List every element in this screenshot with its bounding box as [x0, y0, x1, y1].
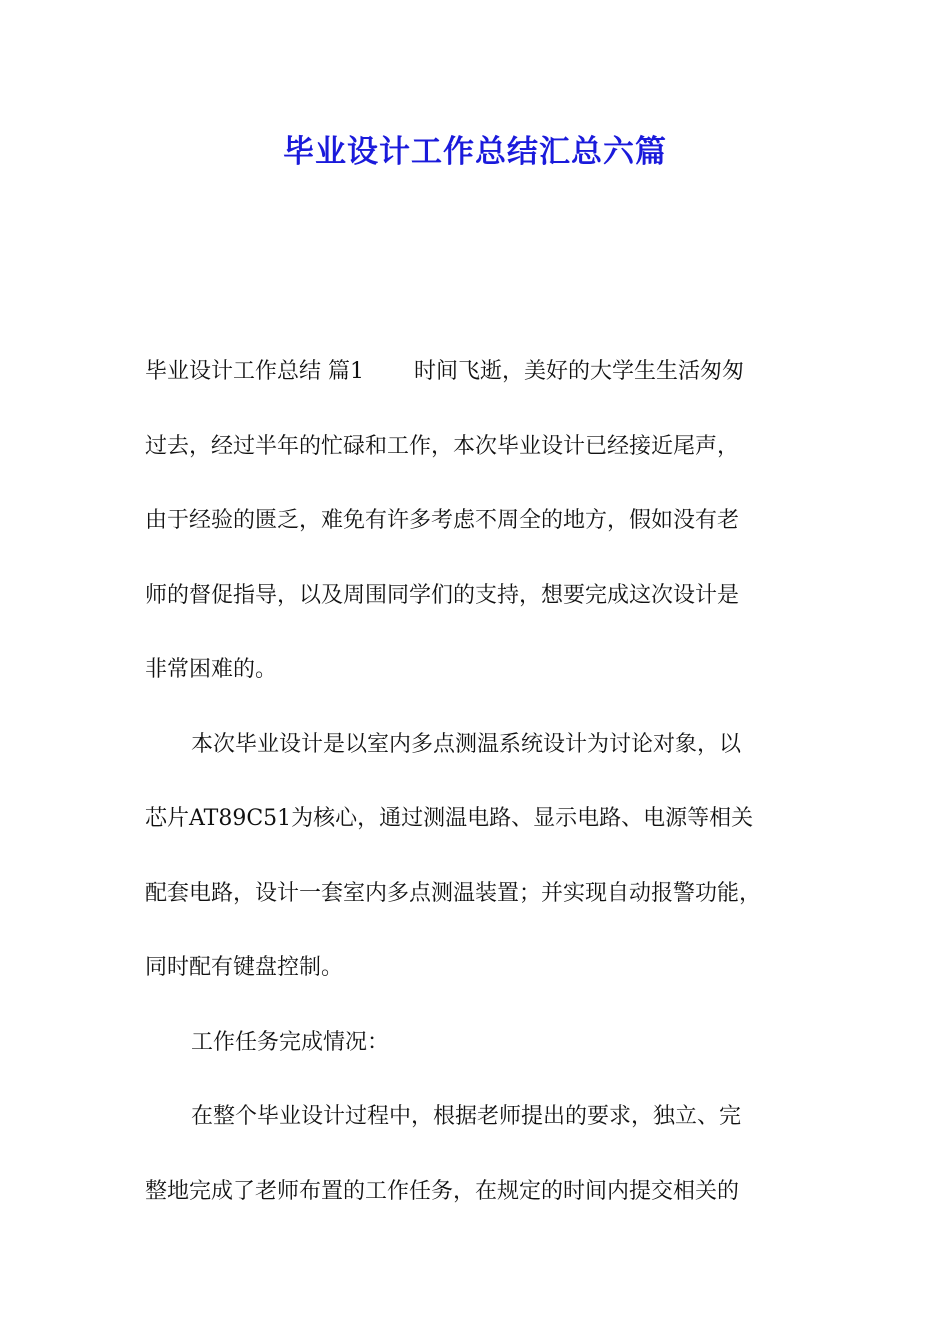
body-line: [145, 335, 825, 410]
document-body: [145, 335, 825, 1229]
paragraph-heading-line: 工作任务完成情况：: [191, 1029, 390, 1055]
body-line-text: 时间飞逝，美好的大学生生活匆匆: [414, 359, 745, 384]
body-line: 师的督促指导，以及周围同学们的支持，想要完成这次设计是: [145, 582, 740, 608]
body-line: 同时配有键盘控制。: [145, 955, 344, 980]
body-line: 非常困难的。: [145, 657, 278, 682]
paragraph-start-line: 本次毕业设计是以室内多点测温系统设计为讨论对象，以: [191, 731, 742, 757]
body-line: 整地完成了老师布置的工作任务，在规定的时间内提交相关的: [145, 1178, 740, 1204]
paragraph-start-line: 在整个毕业设计过程中，根据老师提出的要求，独立、完: [191, 1104, 742, 1129]
section-heading: 毕业设计工作总结 篇1: [145, 359, 364, 384]
body-line: 芯片AT89C51为核心，通过测温电路、显示电路、电源等相关: [145, 806, 754, 831]
body-line: 过去，经过半年的忙碌和工作，本次毕业设计已经接近尾声，: [145, 433, 740, 459]
body-line: 配套电路，设计一套室内多点测温装置；并实现自动报警功能，: [145, 880, 762, 906]
body-line: 由于经验的匮乏，难免有许多考虑不周全的地方，假如没有老: [145, 508, 740, 533]
document-title: 毕业设计工作总结汇总六篇: [283, 134, 667, 170]
